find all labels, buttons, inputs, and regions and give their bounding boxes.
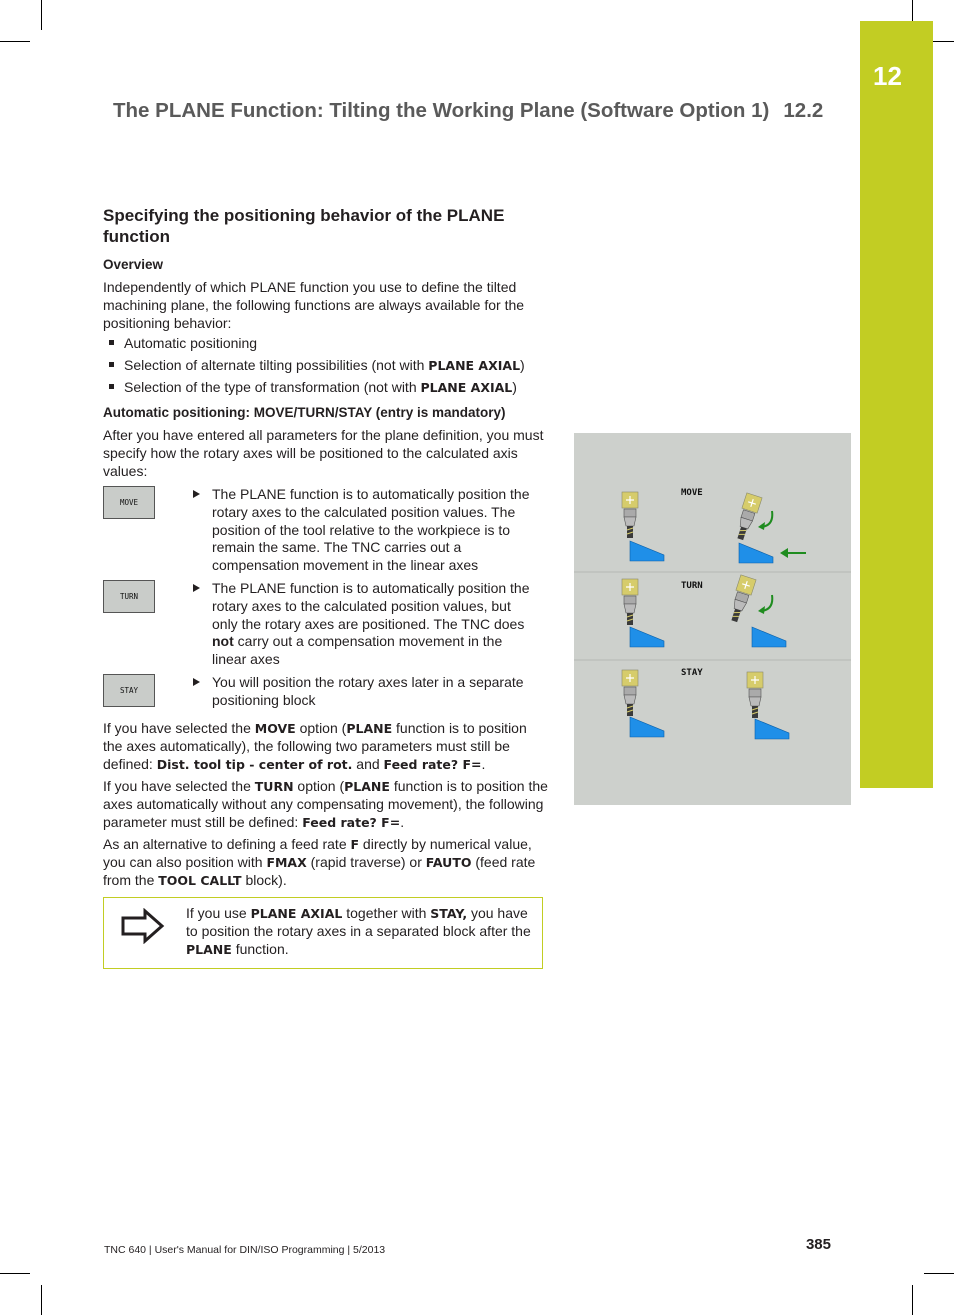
figure-illustration [574, 433, 851, 805]
header-title: The PLANE Function: Tilting the Working Plane (Software Option 1) [113, 99, 770, 122]
crop-mark [912, 1285, 913, 1315]
crop-mark [41, 1285, 42, 1315]
figure-label-stay: STAY [681, 668, 703, 678]
feature-list [103, 334, 525, 400]
crop-mark [41, 0, 42, 30]
turn-description: The PLANE function is to automatically position the rotary axes to the calculated position values, but only the rotary axes are positioned. The TNC does not carry out a compensation movement in the linear axes [193, 580, 533, 669]
chapter-number: 12 [873, 61, 902, 91]
turn-softkey[interactable]: TURN [103, 580, 155, 613]
stay-description: You will position the rotary axes later in a separate positioning block [193, 674, 533, 710]
note-text: If you use PLANE AXIAL together with STAY, you have to position the rotary axes in a separated block after the PLANE function. [186, 905, 531, 957]
move-description: The PLANE function is to automatically position the rotary axes to the calculated position values. The position of the tool relative to the workpiece is to remain the same. The TNC carries out a compensation movement in the linear axes [193, 486, 533, 575]
figure-label-turn: TURN [681, 581, 703, 591]
move-softkey[interactable]: MOVE [103, 486, 155, 519]
move-option-paragraph: If you have selected the MOVE option (PLANE function is to position the axes automatically), the following two parameters must still be defined: Dist. tool tip - center of rot. and Feed rate? F=. [103, 720, 527, 772]
overview-intro: Independently of which PLANE function you use to define the tilted machining plane, the following functions are always available for the positioning behavior: [103, 279, 525, 331]
auto-positioning-heading: Automatic positioning: MOVE/TURN/STAY (entry is mandatory) [103, 405, 506, 420]
crop-mark [0, 1273, 30, 1274]
page-number: 385 [805, 1236, 831, 1253]
running-header [113, 99, 833, 123]
list-item: Selection of alternate tilting possibilities (not with PLANE AXIAL) [103, 356, 525, 378]
arrow-bullet-icon [193, 490, 200, 498]
note-box [103, 897, 543, 969]
overview-heading: Overview [103, 257, 164, 272]
arrow-bullet-icon [193, 584, 200, 592]
crop-mark [924, 1273, 954, 1274]
feed-rate-paragraph: As an alternative to defining a feed rate F directly by numerical value, you can also position with FMAX (rapid traverse) or FAUTO (feed rate from the TOOL CALLT block). [103, 836, 536, 888]
arrow-right-outline-icon [120, 908, 166, 944]
footer-text: TNC 640 | User's Manual for DIN/ISO Programming | 5/2013 [104, 1244, 386, 1256]
list-item: Selection of the type of transformation (not with PLANE AXIAL) [103, 378, 525, 400]
auto-positioning-intro: After you have entered all parameters for the plane definition, you must specify how the rotary axes will be positioned to the calculated axis values: [103, 427, 544, 479]
header-section-number: 12.2 [783, 99, 824, 122]
arrow-bullet-icon [193, 678, 200, 686]
stay-softkey[interactable]: STAY [103, 674, 155, 707]
figure-label-move: MOVE [681, 488, 703, 498]
list-item: Automatic positioning [103, 334, 525, 356]
section-title: Specifying the positioning behavior of the PLANE function [103, 206, 505, 246]
chapter-tab [860, 21, 933, 788]
positioning-figure [574, 433, 851, 805]
crop-mark [0, 41, 30, 42]
turn-option-paragraph: If you have selected the TURN option (PLANE function is to position the axes automatically without any compensating movement), the following parameter must still be defined: Feed rate? F=. [103, 778, 548, 830]
